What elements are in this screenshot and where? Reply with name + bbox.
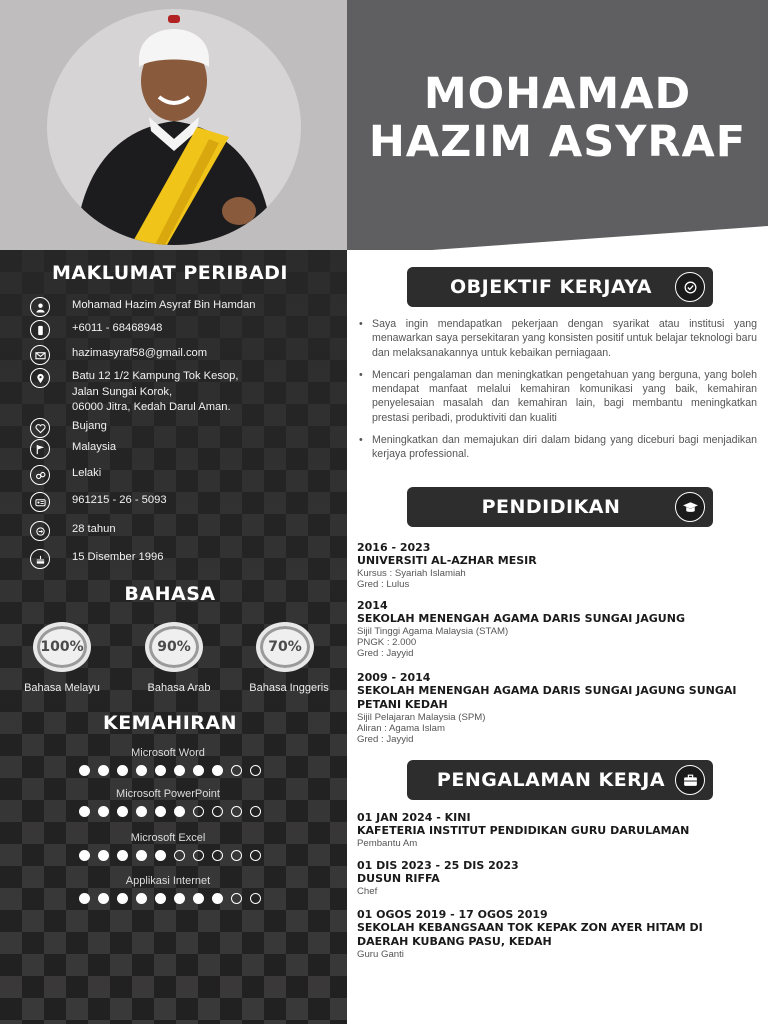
age-icon <box>30 521 50 541</box>
skill-dot-filled <box>98 806 109 817</box>
skill-dot-empty <box>250 893 261 904</box>
education-detail: Sijil Tinggi Agama Malaysia (STAM) <box>357 626 509 637</box>
info-text-gender: Lelaki <box>72 467 102 479</box>
info-row-phone <box>30 320 162 340</box>
skill-dot-filled <box>98 893 109 904</box>
info-text-name: Mohamad Hazim Asyraf Bin Hamdan <box>72 299 256 311</box>
language-gauge-inggeris <box>256 622 318 672</box>
info-text-birthdate: 15 Disember 1996 <box>72 551 164 563</box>
skill-dot-filled <box>174 893 185 904</box>
skill-rating <box>79 806 261 817</box>
education-title: PENDIDIKAN <box>481 496 621 518</box>
info-text-age: 28 tahun <box>72 523 116 535</box>
experience-title: PENGALAMAN KERJA <box>436 769 666 791</box>
education-entry <box>357 600 757 659</box>
skill-dot-filled <box>155 806 166 817</box>
info-row-age <box>30 521 116 541</box>
career-icon <box>675 272 705 302</box>
objective-item: • Meningkatkan dan memajukan diri dalam bidang yang diceburi bagi menjadikan kerjaya professional. <box>359 433 757 462</box>
experience-date: 01 OGOS 2019 - 17 OGOS 2019 <box>357 908 548 921</box>
skill-dot-filled <box>174 806 185 817</box>
skill-dot-filled <box>136 806 147 817</box>
language-label: Bahasa Inggeris <box>249 682 329 694</box>
personal-info-title: MAKLUMAT PERIBADI <box>51 262 289 284</box>
info-row-email <box>30 345 207 365</box>
experience-section-header <box>407 760 713 800</box>
gender-icon <box>30 465 50 485</box>
id-card-icon <box>30 492 50 512</box>
objective-list <box>359 317 757 470</box>
education-year: 2009 - 2014 <box>357 671 431 684</box>
language-label: Bahasa Arab <box>147 682 211 694</box>
info-text-status: Bujang <box>72 420 107 432</box>
name-line-2: HAZIM ASYRAF <box>368 117 747 167</box>
info-text-address: Batu 12 1/2 Kampung Tok Kesop, Jalan Sungai Korok, 06000 Jitra, Kedah Darul Aman. <box>72 370 239 413</box>
info-row-status <box>30 418 107 438</box>
info-row-ic <box>30 492 167 512</box>
education-detail: PNGK : 2.000 <box>357 637 417 648</box>
language-percent: 90% <box>157 639 191 655</box>
education-school: SEKOLAH MENENGAH AGAMA DARIS SUNGAI JAGUNG <box>357 612 685 625</box>
skill-dot-filled <box>117 806 128 817</box>
skill-dot-filled <box>79 806 90 817</box>
skill-dot-filled <box>136 765 147 776</box>
skill-dot-filled <box>155 765 166 776</box>
flag-icon <box>30 439 50 459</box>
skill-dot-filled <box>98 765 109 776</box>
experience-entry <box>357 860 757 897</box>
skill-dot-filled <box>136 850 147 861</box>
experience-date: 01 JAN 2024 - KINI <box>357 811 471 824</box>
objective-item: • Saya ingin mendapatkan pekerjaan dengan syarikat atau institusi yang menawarkan saya persekitaran yang konsisten positif untuk belajar teknologi baru dan melaksanakannya untuk kebaikan perniagaan. <box>359 317 757 360</box>
skill-label: Applikasi Internet <box>125 875 211 887</box>
user-icon <box>30 297 50 317</box>
education-school: SEKOLAH MENENGAH AGAMA DARIS SUNGAI JAGUNG SUNGAI PETANI KEDAH <box>357 684 737 711</box>
info-row-name <box>30 297 255 317</box>
info-row-nationality <box>30 439 116 459</box>
skill-rating <box>79 850 261 861</box>
skill-dot-empty <box>193 806 204 817</box>
skill-dot-empty <box>231 850 242 861</box>
experience-role: Chef <box>357 886 378 897</box>
education-detail: Gred : Jayyid <box>357 734 414 745</box>
profile-photo <box>47 9 301 245</box>
info-text-nationality: Malaysia <box>72 441 117 453</box>
language-percent: 70% <box>268 639 302 655</box>
language-gauge-melayu <box>33 622 95 672</box>
info-row-birthdate <box>30 549 163 569</box>
languages-title: BAHASA <box>124 583 216 605</box>
education-detail: Gred : Lulus <box>357 579 410 590</box>
education-school: UNIVERSITI AL-AZHAR MESIR <box>357 554 537 567</box>
education-entry <box>357 542 757 590</box>
full-name-heading <box>347 70 768 166</box>
skill-dot-filled <box>79 850 90 861</box>
skill-dot-filled <box>117 893 128 904</box>
education-detail: Kursus : Syariah Islamiah <box>357 568 466 579</box>
skill-dot-filled <box>174 765 185 776</box>
education-year: 2014 <box>357 599 388 612</box>
objective-item: • Mencari pengalaman dan meningkatkan pengetahuan yang berguna, yang boleh mendapat manfaat melalui kemahiran komunikasi yang baik, kemahiran penyelesaian masalah dan kemahiran lain, bagi membantu meningkatkan prestasi peribadi, produktiviti dan kualiti <box>359 368 757 425</box>
location-icon <box>30 368 50 388</box>
skill-dot-filled <box>155 850 166 861</box>
phone-icon <box>30 320 50 340</box>
skill-dot-filled <box>212 765 223 776</box>
skill-dot-empty <box>231 893 242 904</box>
experience-entry <box>357 909 757 960</box>
skill-dot-filled <box>117 765 128 776</box>
info-text-email: hazimasyraf58@gmail.com <box>72 347 208 359</box>
cake-icon <box>30 549 50 569</box>
skill-dot-empty <box>231 765 242 776</box>
skill-dot-filled <box>79 893 90 904</box>
education-section-header <box>407 487 713 527</box>
skill-dot-filled <box>117 850 128 861</box>
info-row-address <box>30 368 238 416</box>
skill-dot-filled <box>79 765 90 776</box>
skill-dot-filled <box>155 893 166 904</box>
name-line-1: MOHAMAD <box>423 69 692 119</box>
skill-label: Microsoft Excel <box>130 832 206 844</box>
education-detail: Gred : Jayyid <box>357 648 414 659</box>
skills-title: KEMAHIRAN <box>102 712 238 734</box>
skill-dot-filled <box>193 765 204 776</box>
skill-dot-empty <box>193 850 204 861</box>
skill-dot-filled <box>98 850 109 861</box>
skill-label: Microsoft Word <box>131 747 205 759</box>
objective-section-header <box>407 267 713 307</box>
language-label: Bahasa Melayu <box>24 682 100 694</box>
experience-role: Guru Ganti <box>357 949 404 960</box>
language-gauge-arab <box>145 622 207 672</box>
experience-role: Pembantu Am <box>357 838 418 849</box>
skill-dot-empty <box>250 765 261 776</box>
objective-title: OBJEKTIF KERJAYA <box>450 276 652 298</box>
skill-dot-empty <box>231 806 242 817</box>
experience-place: DUSUN RIFFA <box>357 872 440 885</box>
education-detail: Sijil Pelajaran Malaysia (SPM) <box>357 712 486 723</box>
skill-dot-empty <box>250 850 261 861</box>
skill-dot-empty <box>174 850 185 861</box>
skill-dot-filled <box>212 893 223 904</box>
education-detail: Aliran : Agama Islam <box>357 723 445 734</box>
email-icon <box>30 345 50 365</box>
education-year: 2016 - 2023 <box>357 541 431 554</box>
info-row-gender <box>30 465 101 485</box>
education-entry <box>357 672 757 745</box>
experience-entry <box>357 812 757 849</box>
experience-place: KAFETERIA INSTITUT PENDIDIKAN GURU DARULAMAN <box>357 824 690 837</box>
experience-date: 01 DIS 2023 - 25 DIS 2023 <box>357 859 519 872</box>
skill-dot-filled <box>136 893 147 904</box>
skill-dot-filled <box>193 893 204 904</box>
skill-rating <box>79 765 261 776</box>
skill-dot-empty <box>212 806 223 817</box>
info-text-phone: +6011 - 68468948 <box>72 322 163 334</box>
skill-label: Microsoft PowerPoint <box>116 788 220 800</box>
heart-icon <box>30 418 50 438</box>
language-percent: 100% <box>40 639 84 655</box>
skill-dot-empty <box>250 806 261 817</box>
skill-rating <box>79 893 261 904</box>
briefcase-icon <box>675 765 705 795</box>
skill-dot-empty <box>212 850 223 861</box>
graduation-cap-icon <box>675 492 705 522</box>
experience-place: SEKOLAH KEBANGSAAN TOK KEPAK ZON AYER HITAM DI DAERAH KUBANG PASU, KEDAH <box>357 921 703 948</box>
info-text-ic: 961215 - 26 - 5093 <box>72 494 167 506</box>
